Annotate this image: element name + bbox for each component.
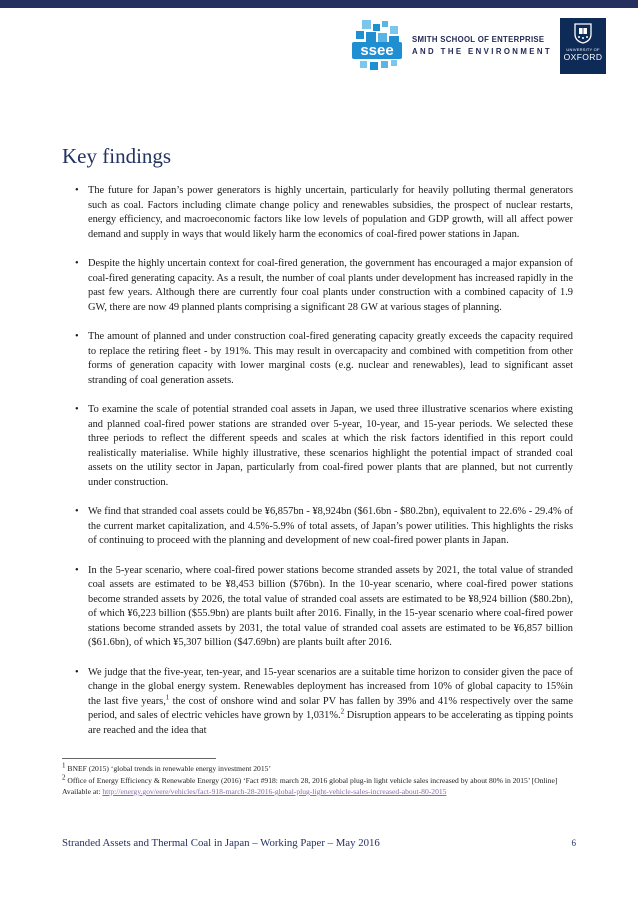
footnote-ref[interactable]: 2 [340,707,345,716]
bullet-icon: • [75,185,79,196]
header-logos [348,18,606,74]
page-title: Key findings [62,144,172,168]
finding-text: the cost of onshore wind and solar PV has fallen by 39% and 41% respectively over the same period, and sales of electric vehicles have grown by 1,031%. [88,695,573,721]
finding-text: Despite the highly uncertain context for coal-fired generation, the government has encouraged a major expansion of coal-fired generating capacity. As a result, the number of coal plants under development has increased rapidly in the past few years. Although there are currently four coal plants under construction with a combined capacity of 1.9 GW, there are now 49 planned plants comprising a significant 28 GW at various stages of planning. [88,258,573,313]
page-number: 6 [571,838,576,848]
finding-text: We judge that the five-year, ten-year, and 15-year scenarios are a suitable time horizon to consider given the pace of change in the global energy system. Renewables deployment has increased from 10% of global capacity to 15%in the last five years, [88,666,573,707]
footnote-1 [62,763,582,775]
finding-text: To examine the scale of potential stranded coal assets in Japan, we used three illustrative scenarios where existing and planned coal-fired power stations are stranded over 5-year, 10-year, and 15-year periods. We selected these three periods to reflect the different speeds and scales at which the risk factors identified in this report could realistically materialise. While highly illustrative, these scenarios highlight the potential impact of stranded coal assets on the utility sector in Japan, particularly from coal-fired power plants that are planned, but not currently under construction. [88,404,573,488]
page-footer [62,837,576,849]
bullet-icon: • [75,404,79,415]
school-name [412,34,553,58]
bullet-icon: • [75,564,79,576]
footnote-link[interactable]: http://energy.gov/eere/vehicles/fact-918-march-28-2016-global-plug-light-vehicle-sales-increased-about-80-2015 [102,787,447,796]
footnote-ref[interactable]: 1 [165,693,170,702]
footnote-number: 1 [62,761,66,770]
bullet-icon: • [75,506,79,517]
footnote-text: BNEF (2015) ‘global trends in renewable energy investment 2015’ [65,764,271,773]
crest-icon [573,22,593,44]
school-line-2: AND THE ENVIRONMENT [412,47,553,56]
finding-item [75,403,573,490]
finding-item [75,505,573,549]
bullet-icon: • [75,331,79,342]
school-line-1: SMITH SCHOOL OF ENTERPRISE [412,35,545,44]
key-findings-list [75,184,573,753]
finding-item [75,666,573,739]
oxford-line-1: UNIVERSITY OF [566,47,600,52]
oxford-line-2: OXFORD [563,52,603,62]
footnote-number: 2 [62,772,66,781]
finding-text: The future for Japan’s power generators is highly uncertain, particularly for heavily polluting thermal generators such as coal. Factors including climate change policy and renewables subsidies, the prospect of nuclear restarts, energy efficiency, and macroeconomic factors like low levels of population and GDP growth, will all affect power demand and supply in ways that would likely harm the economics of coal-fired power stations in Japan. [88,185,573,240]
footer-text: Stranded Assets and Thermal Coal in Japan – Working Paper – May 2016 [62,837,380,849]
footnote-2 [62,772,582,798]
finding-item [75,257,573,315]
ssee-logo [348,18,406,74]
footnotes [62,763,582,798]
bullet-icon: • [75,666,79,678]
finding-item [75,330,573,388]
finding-text: Disruption appears to be accelerating as tipping points are reached and the idea that [88,710,573,736]
finding-text: We find that stranded coal assets could be ¥6,857bn - ¥8,924bn ($61.6bn - $80.2bn), equivalent to 22.6% - 29.4% of the current market capitalization, and 4.5%-5.9% of total assets, of Japan’s power utilities. This highlights the risks of continuing to proceed with the planning and development of new coal-fired power plants in Japan. [88,506,573,546]
footnote-text: Office of Energy Efficiency & Renewable Energy (2016) ‘Fact #918: march 28, 2016 global plug-in light vehicle sales increased by about 80% in 2015’ [Online] Available at: [62,775,558,796]
finding-text: In the 5-year scenario, where coal-fired power stations become stranded assets by 2021, the total value of stranded coal assets are estimated to be ¥8,453 billion ($76bn). In the 10-year scenario, where coal-fired power stations become stranded assets by 2026, the total value of stranded coal assets are estimated to be ¥8,924 billion ($80.2bn), of which ¥6,223 billion ($55.9bn) are plants built after 2016. Finally, in the 15-year scenario where coal-fired power stations become stranded assets by 2031, the total value of stranded coal assets are estimated to be ¥6,857 billion ($61.6bn), of which ¥5,307 billion ($47.69bn) are plants built after 2016. [88,564,573,648]
finding-item [75,564,573,651]
top-bar [0,0,638,8]
oxford-logo [560,18,606,74]
bullet-icon: • [75,258,79,269]
svg-text:ssee: ssee [360,42,394,59]
finding-item [75,184,573,242]
footnote-divider [62,758,216,759]
finding-text: The amount of planned and under construction coal-fired generating capacity greatly exceeds the capacity required to replace the retiring fleet - by 191%. This may result in overcapacity and combined with competition from other forms of generation capacity with lower marginal costs (e.g. nuclear and renewables), lead to significant asset stranding of coal generation assets. [88,331,573,386]
